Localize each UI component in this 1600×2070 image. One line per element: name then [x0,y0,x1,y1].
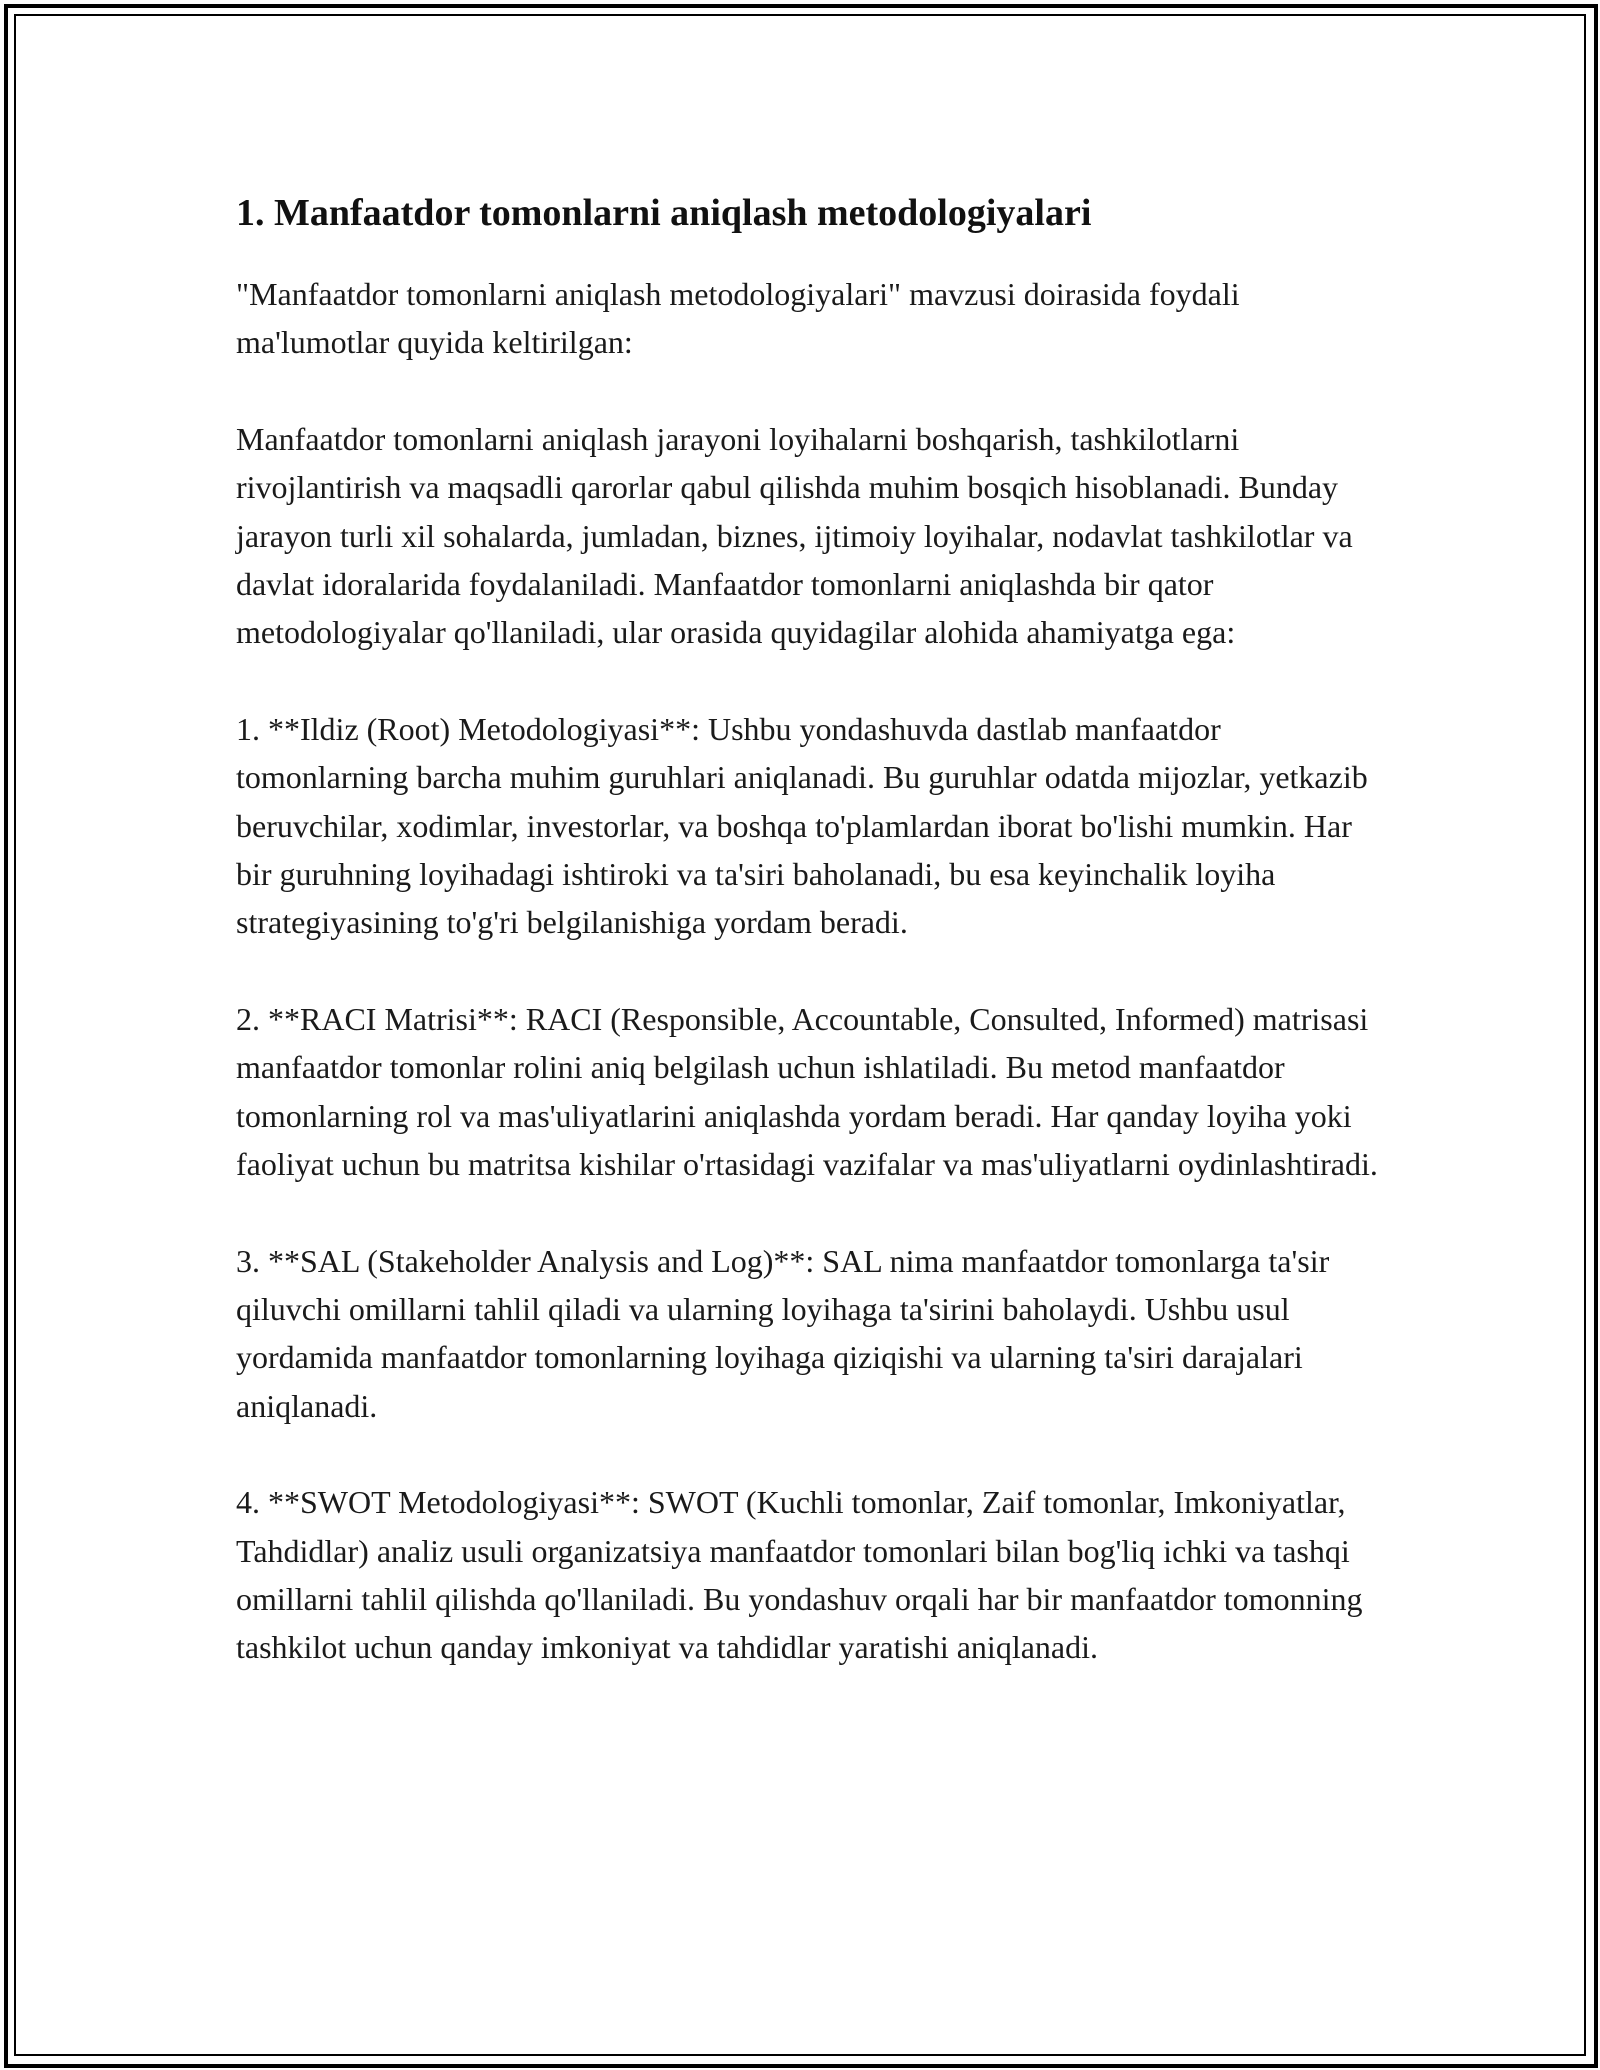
intro-paragraph: "Manfaatdor tomonlarni aniqlash metodologiyalari" mavzusi doirasida foydali ma'lumotlar quyida keltirilgan: [236,276,1240,361]
document-body [236,188,1386,1672]
overview-paragraph: Manfaatdor tomonlarni aniqlash jarayoni loyihalarni boshqarish, tashkilotlarni rivojlantirish va maqsadli qarorlar qabul qilishda muhim bosqich hisoblanadi. Bunday jarayon turli xil sohalarda, jumladan, biznes, ijtimoiy loyihalar, nodavlat tashkilotlar va davlat idoralarida foydalaniladi. Manfaatdor tomonlarni aniqlashda bir qator metodologiyalar qo'llaniladi, ular orasida quyidagilar alohida ahamiyatga ega: [236,420,1353,651]
document-title: 1. Manfaatdor tomonlarni aniqlash metodologiyalari [236,192,1092,234]
method-root-paragraph: 1. **Ildiz (Root) Metodologiyasi**: Ushbu yondashuvda dastlab manfaatdor tomonlarning barcha muhim guruhlari aniqlanadi. Bu guruhlar odatda mijozlar, yetkazib beruvchilar, xodimlar, investorlar, va boshqa to'plamlardan iborat bo'lishi mumkin. Har bir guruhning loyihadagi ishtiroki va ta'siri baholanadi, bu esa keyinchalik loyiha strategiyasining to'g'ri belgilanishiga yordam beradi. [236,710,1368,941]
method-raci-paragraph: 2. **RACI Matrisi**: RACI (Responsible, Accountable, Consulted, Informed) matrisasi manfaatdor tomonlar rolini aniq belgilash uchun ishlatiladi. Bu metod manfaatdor tomonlarning rol va mas'uliyatlarini aniqlashda yordam beradi. Har qanday loyiha yoki faoliyat uchun bu matritsa kishilar o'rtasidagi vazifalar va mas'uliyatlarni oydinlashtiradi. [236,1000,1378,1183]
method-swot-paragraph: 4. **SWOT Metodologiyasi**: SWOT (Kuchli tomonlar, Zaif tomonlar, Imkoniyatlar, Tahdidlar) analiz usuli organizatsiya manfaatdor tomonlari bilan bog'liq ichki va tashqi omillarni tahlil qilishda qo'llaniladi. Bu yondashuv orqali har bir manfaatdor tomonning tashkilot uchun qanday imkoniyat va tahdidlar yaratishi aniqlanadi. [236,1484,1363,1666]
method-sal-paragraph: 3. **SAL (Stakeholder Analysis and Log)**: SAL nima manfaatdor tomonlarga ta'sir qiluvchi omillarni tahlil qiladi va ularning loyihaga ta'sirini baholaydi. Ushbu usul yordamida manfaatdor tomonlarning loyihaga qiziqishi va ularning ta'siri darajalari aniqlanadi. [236,1242,1330,1424]
